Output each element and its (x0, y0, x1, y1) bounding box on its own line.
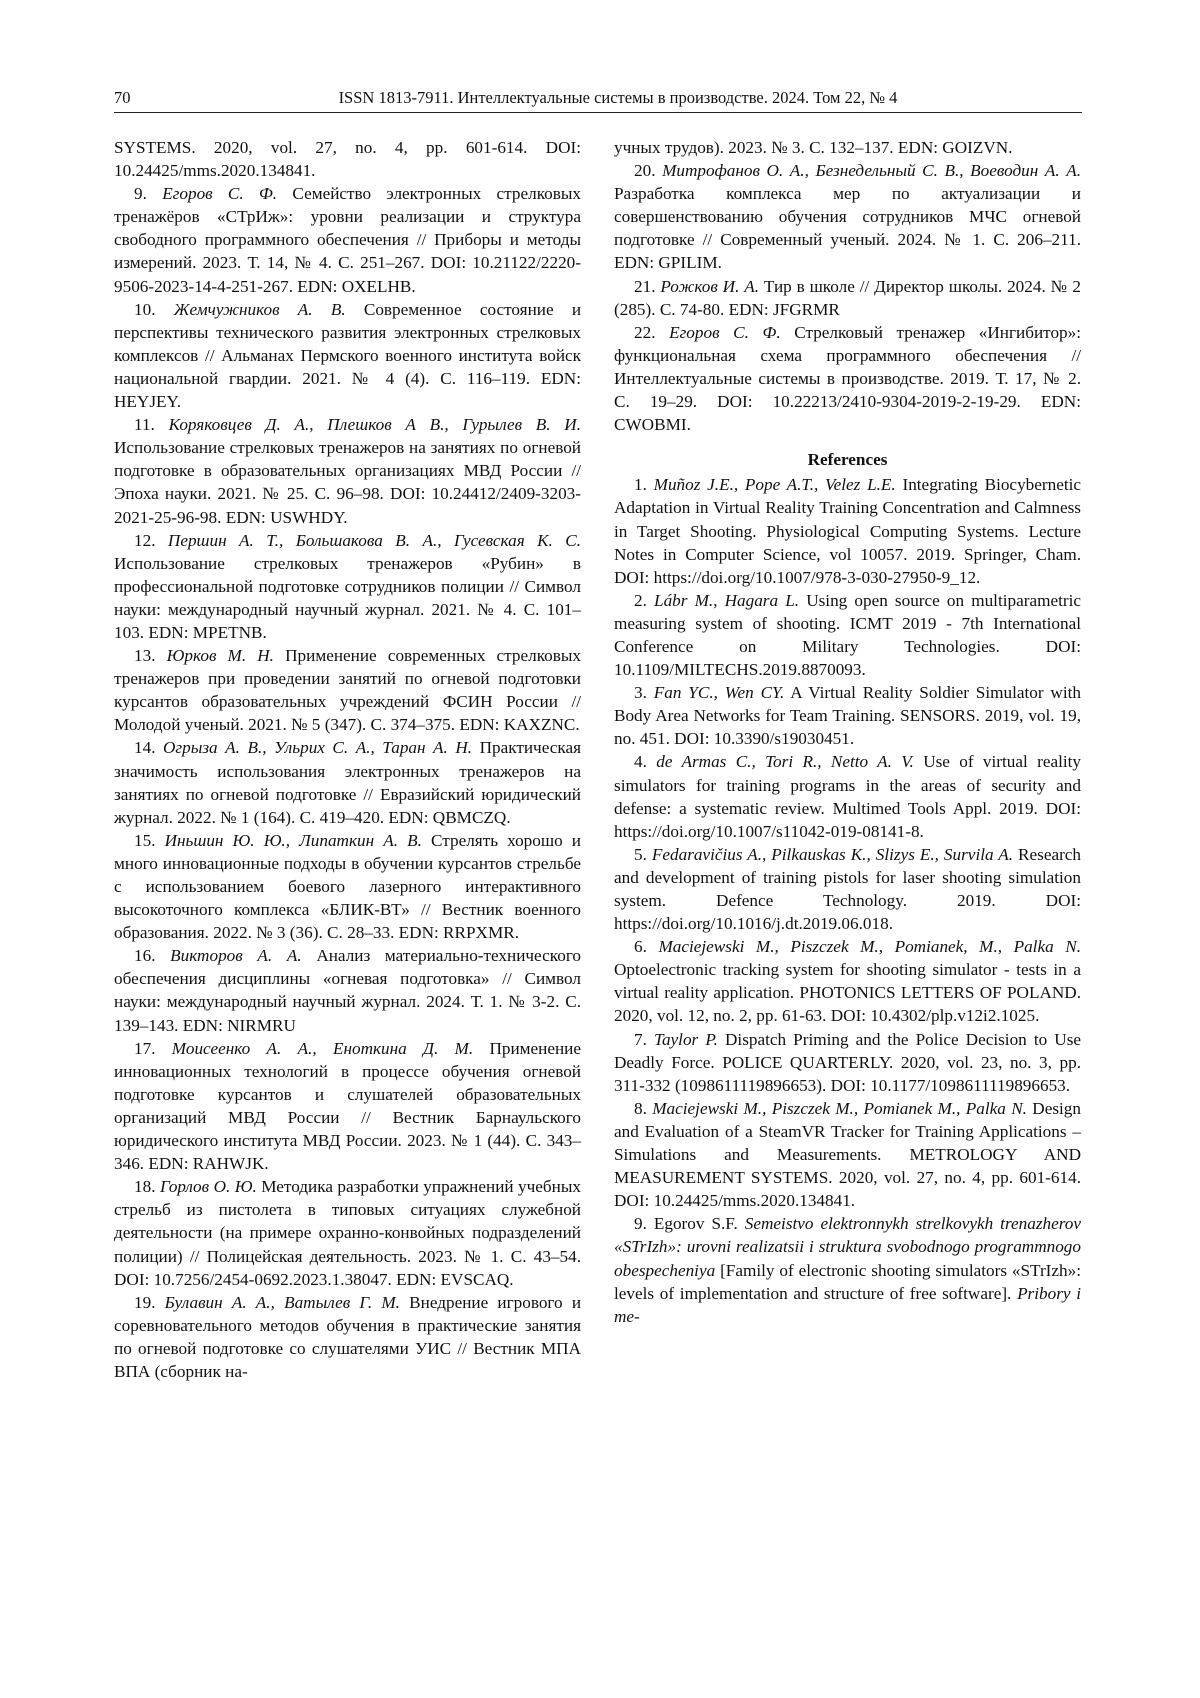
reference-author: Egorov S.F. (653, 1214, 738, 1234)
reference-authors: Коряковцев Д. А., Плешков А В., Гурылев В. И. (168, 415, 582, 435)
reference-text: Использование стрелковых тренажеров «Рубин» в профессиональной подготовке сотрудников полиции // Символ науки: международный научный журнал. 2021. № 4. С. 101–103. EDN: MPETNB. (114, 553, 581, 642)
reference-text: Внедрение игрового и соревновательного методов обучения в практические занятия по огневой подготовке со слушателями УИС // Вестник МПА ВПА (сборник на- (114, 1292, 582, 1381)
reference-entry (114, 644, 581, 736)
reference-entry (114, 529, 581, 644)
reference-text: Dispatch Priming and the Police Decision to Use Deadly Force. POLICE QUARTERLY. 2020, vol. 23, no. 3, pp. 311-332 (1098611119896653). DOI: 10.1177/1098611119896653. (614, 1029, 1082, 1095)
reference-entry (114, 1037, 581, 1176)
reference-authors: Горлов О. Ю. (159, 1177, 257, 1197)
reference-entry (614, 473, 1081, 588)
reference-entry (614, 136, 1081, 159)
reference-text: Использование стрелковых тренажеров на занятиях по огневой подготовке в образовательных организациях МВД России // Эпоха науки. 2021. № 25. С. 96–98. DOI: 10.24412/2409-3203-2021-25-96-98. EDN: USWHDY. (114, 438, 581, 527)
reference-number: 9. (634, 1214, 647, 1234)
reference-text: Анализ материально-технического обеспечения дисциплины «огневая подготовка» // Символ науки: международный научный журнал. 2024. Т. 1. № 3-2. С. 139–143. EDN: NIRMRU (114, 946, 582, 1035)
reference-number: 13. (134, 646, 156, 666)
reference-text: Разработка комплекса мер по актуализации и совершенствованию обучения сотрудников МЧС огневой подготовке // Современный ученый. 2024. № 1. С. 206–211. EDN: GPILIM. (614, 184, 1081, 273)
reference-text: Optoelectronic tracking system for shooting simulator - tests in a virtual reality application. PHOTONICS LETTERS OF POLAND. 2020, vol. 12, no. 2, pp. 61-63. DOI: 10.4302/plp.v12i2.1025. (614, 960, 1081, 1026)
reference-number: 7. (634, 1029, 647, 1049)
reference-number: 8. (634, 1098, 647, 1118)
reference-entry (114, 1291, 581, 1383)
reference-entry (114, 736, 581, 828)
reference-entry (614, 843, 1081, 935)
reference-entry (114, 298, 581, 413)
reference-authors: Muñoz J.E., Pope A.T., Velez L.E. (653, 475, 896, 495)
reference-number: 21. (634, 276, 656, 296)
english-references (614, 473, 1081, 1212)
reference-number: 15. (134, 830, 156, 850)
reference-number: 5. (634, 844, 647, 864)
reference-entry (114, 413, 581, 528)
reference-authors: Рожков И. А. (660, 276, 760, 296)
reference-entry (614, 589, 1081, 681)
reference-entry (114, 944, 581, 1036)
reference-text: Семейство электронных стрелковых тренажёров «СТрИж»: уровни реализации и структура свободного программного обеспечения // Приборы и методы измерений. 2023. Т. 14, № 4. С. 251–267. DOI: 10.21122/2220-9506-2023-14-4-251-267. EDN: OXELHB. (114, 184, 582, 296)
references-heading: References (807, 450, 888, 470)
reference-number: 14. (134, 738, 156, 758)
reference-text: Методика разработки упражнений учебных стрельб из пистолета в типовых ситуациях служебной деятельности (на примере охранно-конвойных подразделений полиции) // Полицейская деятельность. 2023. № 1. С. 43–54. DOI: 10.7256/2454-0692.2023.1.38047. EDN: EVSCAQ. (114, 1177, 581, 1289)
reference-authors: Булавин А. А., Ватылев Г. М. (164, 1292, 400, 1312)
reference-authors: Юрков М. Н. (166, 646, 274, 666)
reference-number: 10. (134, 299, 156, 319)
reference-number: 18. (134, 1177, 156, 1197)
reference-entry (114, 182, 581, 297)
reference-title: Semeistvo elektronnykh strelkovykh trenazherov «STrIzh»: urovni realizatsii i struktura svobodnogo programmnogo obespecheniya (614, 1214, 1082, 1280)
reference-entry (114, 829, 581, 944)
reference-number: 20. (634, 161, 656, 181)
reference-text: Современное состояние и перспективы технического развития электронных стрелковых комплексов // Альманах Пермского военного института войск национальной гвардии. 2021. № 4 (4). С. 116–119. EDN: HEYJEY. (114, 299, 582, 412)
reference-authors: Митрофанов О. А., Безнедельный С. В., Воеводин А. А. (662, 161, 1082, 181)
reference-text: Research and development of training pistols for laser shooting simulation system. Defence Technology. 2019. DOI: https://doi.org/10.1016/j.dt.2019.06.018. (614, 844, 1082, 934)
reference-text: Integrating Biocybernetic Adaptation in Virtual Reality Training Concentration and Calmness in Target Shooting. Physiological Computing Systems. Lecture Notes in Computer Science, vol 10057. 2019. Springer, Cham. DOI: https://doi.org/10.1007/978-3-030-27950-9_12. (614, 475, 1082, 587)
reference-authors: Maciejewski M., Piszczek M., Pomianek, M., Palka N. (658, 937, 1081, 957)
reference-number: 22. (634, 322, 656, 342)
reference-text: Use of virtual reality simulators for training programs in the areas of security and defense: a systematic review. Multimed Tools Appl. 2019. DOI: https://doi.org/10.1007/s11042-019-08141-8. (614, 752, 1081, 841)
reference-number: 17. (134, 1038, 156, 1058)
reference-text: Design and Evaluation of a SteamVR Tracker for Training Applications – Simulations and Measurements. METROLOGY AND MEASUREMENT SYSTEMS. 2020, vol. 27, no. 4, pp. 601-614. DOI: 10.24425/mms.2020.134841. (614, 1098, 1081, 1211)
reference-text: Using open source on multiparametric measuring system of shooting. ICMT 2019 - 7th International Conference on Military Technologies. DOI: 10.1109/MILTECHS.2019.8870093. (614, 590, 1081, 680)
reference-entry (614, 1097, 1081, 1212)
page-header (114, 82, 1082, 113)
page-number: 70 (114, 88, 131, 107)
reference-number: 19. (134, 1292, 156, 1312)
reference-translation: [Family of electronic shooting simulators «STrIzh»: levels of implementation and structure of free software]. (614, 1260, 1081, 1303)
reference-text: учных трудов). 2023. № 3. С. 132–137. EDN: GOIZVN. (614, 138, 1013, 157)
reference-entry (114, 136, 581, 182)
reference-authors: de Armas C., Tori R., Netto A. V. (656, 752, 914, 772)
reference-number: 9. (134, 184, 147, 204)
reference-authors: Егоров С. Ф. (669, 322, 781, 342)
reference-number: 2. (634, 590, 647, 610)
reference-entry-9 (614, 1212, 1081, 1327)
reference-text: A Virtual Reality Soldier Simulator with Body Area Networks for Team Training. SENSORS. 2019, vol. 19, no. 451. DOI: 10.3390/s19030451. (614, 683, 1081, 749)
reference-authors: Огрыза А. В., Ульрих С. А., Таран А. Н. (163, 738, 473, 758)
right-column (614, 136, 1081, 1328)
reference-authors: Моисеенко А. А., Еноткина Д. М. (171, 1038, 474, 1058)
reference-number: 12. (134, 530, 156, 550)
reference-entry (614, 275, 1081, 321)
reference-number: 4. (634, 752, 647, 772)
reference-authors: Fedaravičius A., Pilkauskas K., Slizys E., Survila A. (651, 844, 1014, 864)
reference-authors: Жемчужников А. В. (173, 299, 346, 319)
russian-references-continued (614, 136, 1081, 436)
reference-authors: Fan YC., Wen CY. (653, 683, 785, 703)
reference-text: Применение современных стрелковых тренажеров при проведении занятий по огневой подготовки курсантов образовательных учреждений ФСИН России // Молодой ученый. 2021. № 5 (347). С. 374–375. EDN: KAXZNC. (114, 646, 582, 735)
reference-entry (614, 935, 1081, 1027)
reference-entry (114, 1175, 581, 1290)
reference-text: Применение инновационных технологий в процессе обучения огневой подготовке курсантов и слушателей образовательных организаций МВД России // Вестник Барнаульского юридического института МВД России. 2023. № 1 (44). С. 343–346. EDN: RAHWJK. (114, 1038, 582, 1174)
reference-entry (614, 750, 1081, 842)
reference-number: 16. (134, 946, 156, 966)
reference-text: Стрелять хорошо и много инновационные подходы в обучении курсантов стрельбе с использованием боевого лазерного интерактивного высокоточного комплекса «БЛИК-ВТ» // Вестник военного образования. 2022. № 3 (36). С. 28–33. EDN: RRPXMR. (114, 830, 581, 943)
reference-authors: Maciejewski M., Piszczek M., Pomianek M., Palka N. (652, 1098, 1027, 1118)
reference-number: 6. (634, 937, 647, 957)
reference-text: SYSTEMS. 2020, vol. 27, no. 4, pp. 601-614. DOI: 10.24425/mms.2020.134841. (114, 138, 581, 181)
reference-text: Тир в школе // Директор школы. 2024. № 2 (285). С. 74-80. EDN: JFGRMR (614, 276, 1082, 319)
reference-authors: Першин А. Т., Большакова В. А., Гусевская К. С. (167, 530, 582, 550)
reference-entry (614, 159, 1081, 274)
reference-authors: Викторов А. А. (170, 946, 302, 966)
reference-text: Практическая значимость использования электронных тренажеров на занятиях по огневой подготовке // Евразийский юридический журнал. 2022. № 1 (164). С. 419–420. EDN: QBMCZQ. (114, 738, 582, 827)
reference-authors: Иньшин Ю. Ю., Липаткин А. В. (164, 830, 422, 850)
reference-entry (614, 321, 1081, 436)
reference-number: 11. (134, 415, 155, 435)
reference-text: Стрелковый тренажер «Ингибитор»: функциональная схема программного обеспечения // Интеллектуальные системы в производстве. 2019. Т. 17, № 2. С. 19–29. DOI: 10.22213/2410-9304-2019-2-19-29. EDN: CWOBMI. (614, 322, 1082, 435)
reference-authors: Lábr M., Hagara L. (654, 590, 800, 610)
left-column (114, 136, 581, 1383)
reference-number: 1. (634, 475, 647, 495)
reference-authors: Taylor P. (653, 1029, 718, 1049)
reference-authors: Егоров С. Ф. (162, 184, 278, 204)
journal-title: ISSN 1813-7911. Интеллектуальные системы в производстве. 2024. Том 22, № 4 (338, 88, 898, 107)
reference-source: Pribory i me- (614, 1283, 1082, 1326)
reference-number: 3. (634, 683, 647, 703)
reference-entry (614, 1028, 1081, 1097)
reference-entry (614, 681, 1081, 750)
